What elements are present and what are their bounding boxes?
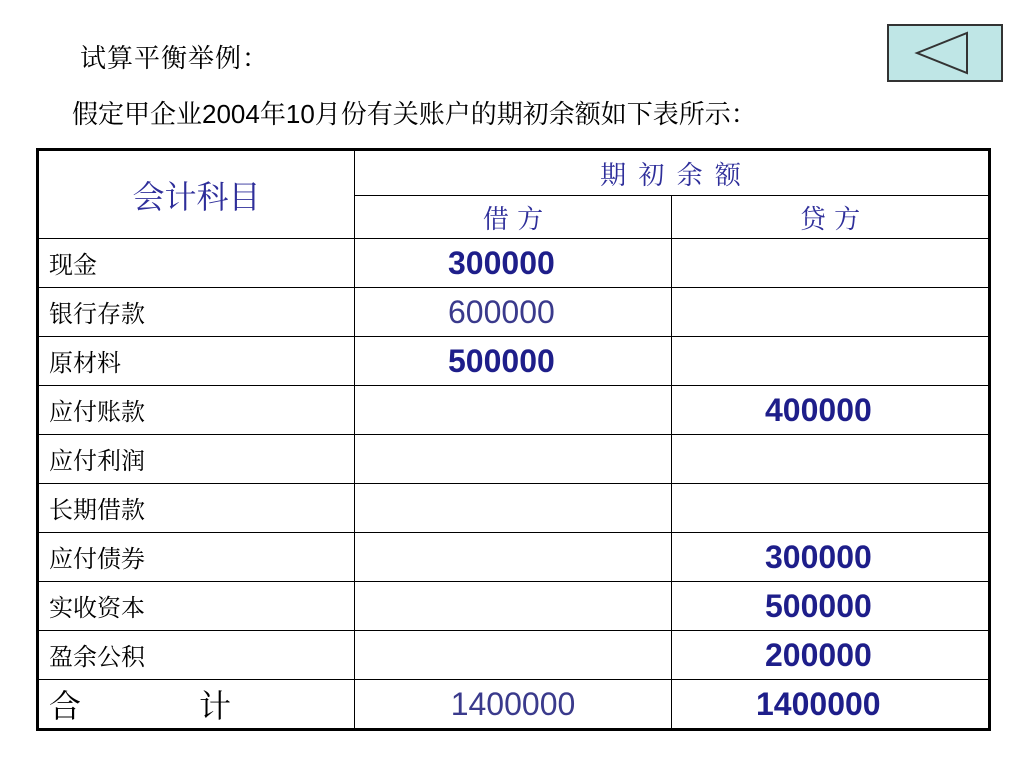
table-row xyxy=(38,386,990,435)
table-row xyxy=(38,582,990,631)
row-debit xyxy=(355,386,672,435)
intro-post: 月份有关账户的期初余额如下表所示： xyxy=(314,100,757,130)
total-debit: 1400000 xyxy=(355,680,672,730)
intro-text xyxy=(72,94,757,131)
row-debit: 300000 xyxy=(355,239,672,288)
row-debit xyxy=(355,484,672,533)
table-row xyxy=(38,484,990,533)
row-debit xyxy=(355,435,672,484)
table-row xyxy=(38,288,990,337)
row-credit xyxy=(672,435,990,484)
row-subject: 长期借款 xyxy=(38,484,355,533)
row-subject: 盈余公积 xyxy=(38,631,355,680)
total-label-b: 计 xyxy=(199,687,232,725)
table-row xyxy=(38,435,990,484)
row-subject: 应付债券 xyxy=(38,533,355,582)
header-subject: 会计科目 xyxy=(38,150,355,239)
row-credit xyxy=(672,484,990,533)
row-credit: 400000 xyxy=(672,386,990,435)
intro-pre: 假定甲企业 xyxy=(72,100,203,130)
row-subject: 应付利润 xyxy=(38,435,355,484)
triangle-left-icon xyxy=(889,26,1001,80)
row-credit: 500000 xyxy=(672,582,990,631)
header-period: 期 初 余 额 xyxy=(355,150,990,196)
table-row xyxy=(38,631,990,680)
row-debit xyxy=(355,631,672,680)
total-credit: 1400000 xyxy=(672,680,990,730)
total-label xyxy=(38,680,355,730)
header-debit: 借 方 xyxy=(355,196,672,239)
row-debit: 600000 xyxy=(355,288,672,337)
row-debit: 500000 xyxy=(355,337,672,386)
row-debit xyxy=(355,533,672,582)
row-credit xyxy=(672,239,990,288)
intro-year: 2004 xyxy=(202,99,260,129)
table-row xyxy=(38,533,990,582)
table-row xyxy=(38,337,990,386)
row-subject: 银行存款 xyxy=(38,288,355,337)
intro-month: 10 xyxy=(285,99,315,129)
back-button[interactable] xyxy=(887,24,1003,82)
row-debit xyxy=(355,582,672,631)
total-row xyxy=(38,680,990,730)
row-credit: 200000 xyxy=(672,631,990,680)
row-credit xyxy=(672,337,990,386)
total-label-a: 合 xyxy=(49,687,82,725)
row-subject: 实收资本 xyxy=(38,582,355,631)
row-subject: 原材料 xyxy=(38,337,355,386)
row-subject: 现金 xyxy=(38,239,355,288)
row-credit: 300000 xyxy=(672,533,990,582)
table-row xyxy=(38,239,990,288)
balance-table xyxy=(36,148,991,731)
page-title: 试算平衡举例： xyxy=(80,44,270,74)
row-subject: 应付账款 xyxy=(38,386,355,435)
intro-mid: 年 xyxy=(259,100,286,130)
header-credit: 贷 方 xyxy=(672,196,990,239)
row-credit xyxy=(672,288,990,337)
